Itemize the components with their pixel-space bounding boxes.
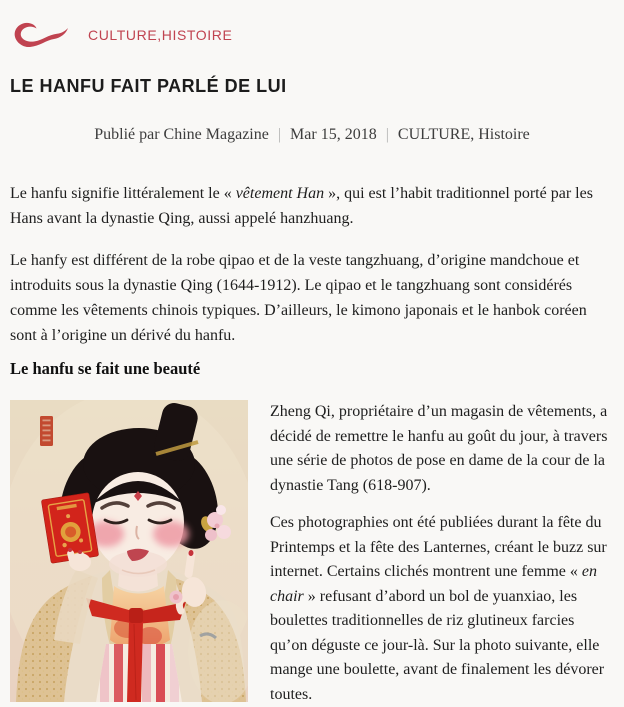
brand-row bbox=[10, 20, 614, 50]
byline bbox=[10, 125, 614, 145]
wrapped-text-column bbox=[270, 400, 614, 707]
article-photo bbox=[10, 400, 248, 702]
subheading-beaute: Le hanfu se fait une beauté bbox=[10, 359, 201, 378]
paragraph-text: Ces photographies ont été publiées durant la fête du Printemps et la fête des Lanternes, créant le buzz sur internet. Certains clichés montrent une femme « bbox=[270, 514, 607, 580]
byline-date: Mar 15, 2018 bbox=[290, 126, 377, 143]
paragraph-intro bbox=[10, 181, 614, 231]
paragraph-photos bbox=[270, 511, 614, 707]
paragraph-text: Le hanfu signifie littéralement le « bbox=[10, 185, 236, 202]
byline-author-link[interactable]: Publié par Chine Magazine bbox=[94, 126, 269, 143]
red-seal-stamp bbox=[40, 416, 53, 446]
paragraph-text: » refusant d’abord un bol de yuanxiao, les boulettes traditionnelles de riz glutineux farcies qu’on déguste ce jour-là. Sur la photo suivante, elle mange une boulette, avant de finalement les dévorer toutes. bbox=[270, 587, 605, 703]
red-swoosh-logo-icon bbox=[10, 20, 68, 50]
article-title: LE HANFU FAIT PARLÉ DE LUI bbox=[10, 76, 287, 96]
paragraph-zhengqi: Zheng Qi, propriétaire d’un magasin de vêtements, a décidé de remettre le hanfu au goût du jour, à travers une série de photos de pose en dame de la cour de la dynastie Tang (618-907). bbox=[270, 403, 608, 494]
paragraph-qipao: Le hanfy est différent de la robe qipao et de la veste tangzhuang, d’origine mandchoue et introduits sous la dynastie Qing (1644-1912). Le qipao et le tangzhuang sont considérés comme les vêtements chinois typiques. D’ailleurs, le kimono japonais et le hanbok coréen sont à l’origine un dérivé du hanfu. bbox=[10, 252, 587, 344]
byline-separator: | bbox=[385, 126, 389, 143]
byline-categories-link[interactable]: CULTURE, Histoire bbox=[397, 126, 530, 143]
category-link[interactable]: CULTURE,HISTOIRE bbox=[88, 27, 233, 43]
italic-phrase: en chair bbox=[270, 563, 598, 605]
hanfu-woman-illustration bbox=[10, 400, 248, 702]
byline-separator: | bbox=[277, 126, 282, 143]
paragraph-text: », qui est l’habit traditionnel porté par les Hans avant la dynastie Qing, aussi appelé hanzhuang. bbox=[10, 185, 593, 227]
italic-phrase: vêtement Han bbox=[235, 185, 325, 202]
media-section bbox=[10, 400, 614, 707]
